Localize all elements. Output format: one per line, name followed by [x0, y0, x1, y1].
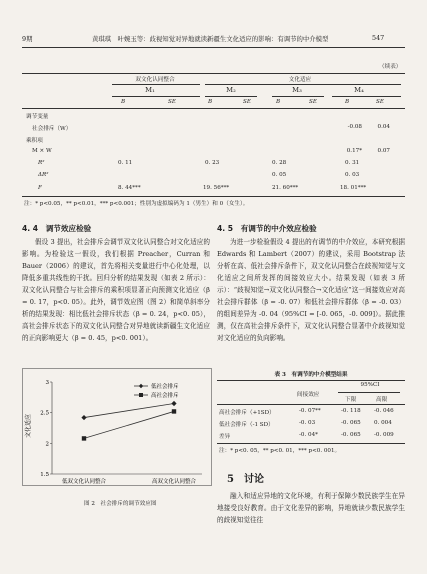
- col-b-3: B: [276, 99, 281, 105]
- table3-row-high-upper: -0. 046: [374, 408, 394, 414]
- x-tick-label: 低双文化认同整合: [61, 479, 107, 485]
- data-point-high: [82, 436, 86, 440]
- table3-col-upper: 高限: [376, 397, 388, 403]
- cell-r2-1: 0. 11: [118, 160, 133, 166]
- table-group-left-rule: [112, 84, 200, 85]
- page-number: 547: [372, 34, 385, 42]
- table3-row-low-effect: -0. 03: [299, 420, 316, 426]
- table3-header-rule: [217, 404, 405, 405]
- table3-col-lower: 下限: [345, 397, 357, 403]
- issue-number: 9期: [22, 35, 33, 43]
- cell-mxw-b4: 0.17*: [346, 148, 362, 154]
- model-2-rule: [205, 96, 257, 97]
- model-1-rule: [112, 96, 200, 97]
- y-tick-label: 3: [45, 380, 49, 386]
- cell-f-3: 21. 60***: [272, 185, 299, 191]
- model-3-header: M₃: [292, 86, 302, 94]
- chart-frame: [23, 369, 212, 486]
- y-tick-label: 2.5: [40, 410, 49, 417]
- table3-note: 注：* p<0. 05，** p<0. 01，*** p<0. 001。: [219, 448, 341, 454]
- section-4-5-paragraph: 为进一步检验假设 4 提出的有调节的中介效应，本研究根据 Edwards 和 Lambert（2007）的建议，采用 Bootstrap 法分析在高、低社会排斥条件下，双文化认同整合在歧视知觉与文化适应之间所发挥的间接效应大小。结果发现（如表 3 所示）：“歧视知觉→双文化认同整合→文化适应”这一间接效应对高社会排斥群体（β = -0. 07）和低社会排斥群体（β = -0. 03）的组间差异为 -0. 04（95%CI = [-0. 065，-0. 009]）。据此推测，仅在高社会排斥条件下，双文化认同整合显著中介歧视知觉对文化适应的负向影响。: [217, 238, 405, 342]
- cell-r2-4: 0. 31: [345, 160, 360, 166]
- col-b-1: B: [121, 99, 126, 105]
- legend-marker-high: [139, 393, 143, 397]
- col-se-2: SE: [243, 99, 251, 105]
- table3-row-diff-upper: -0. 009: [374, 432, 394, 438]
- cell-w-se4: 0.04: [377, 124, 390, 130]
- col-se-1: SE: [168, 99, 176, 105]
- table2-note: 注：* p<0.05，** p<0.01，*** p<0.001；性别为虚拟编码为 1（男生）和 0（女生）。: [24, 201, 249, 207]
- table-header-rule: [22, 108, 405, 109]
- section-4-4-heading: 4. 4 调节效应检验: [22, 224, 92, 233]
- cell-mxw-se4: 0.07: [377, 148, 390, 154]
- section-4-5-heading: 4. 5 有调节的中介效应检验: [217, 224, 317, 233]
- model-4-rule: [332, 96, 401, 97]
- table3-ci-rule: [338, 392, 400, 393]
- col-se-4: SE: [376, 99, 384, 105]
- table-bottom-rule: [22, 196, 405, 197]
- col-b-4: B: [345, 99, 350, 105]
- cell-r2-3: 0. 28: [272, 160, 287, 166]
- table3-row-low-upper: 0. 004: [374, 420, 392, 426]
- table3-row-high-label: 高社会排斥（+1SD）: [219, 410, 275, 416]
- legend-label-low: 低社会排斥: [151, 384, 179, 390]
- table3-row-diff-effect: -0. 04*: [299, 432, 318, 438]
- row-label-social-exclusion: 社会排斥（W）: [32, 126, 72, 132]
- cell-f-4: 18. 01***: [340, 185, 367, 191]
- moderation-chart: [22, 368, 212, 496]
- table-group-left: 双文化认同整合: [135, 77, 175, 83]
- cell-w-b4: -0.08: [347, 124, 362, 130]
- header-rule: [22, 47, 405, 48]
- figure-2-caption: 图 2 社会排斥的调节效应图: [84, 501, 157, 507]
- section-5-heading: 5 讨论: [227, 474, 264, 485]
- table3-col-effect: 间接效应: [297, 392, 320, 398]
- table-group-right: 文化适应: [288, 77, 312, 83]
- model-3-rule: [272, 96, 324, 97]
- x-tick-label: 高双文化认同整合: [151, 479, 197, 485]
- y-tick-label: 1.5: [40, 472, 49, 478]
- row-label-moderator: 调节变量: [26, 114, 49, 120]
- legend-label-high: 高社会排斥: [151, 393, 179, 399]
- row-label-mxw: M × W: [32, 148, 52, 154]
- model-1-header: M₁: [145, 86, 155, 94]
- table-3-title: 表 3 有调节的中介模型结果: [274, 372, 348, 378]
- row-label-delta-r2: ΔR²: [38, 172, 49, 178]
- data-point-high: [172, 409, 176, 413]
- y-axis-label: 文化适应: [25, 413, 32, 439]
- cell-dr2-4: 0. 03: [345, 172, 360, 178]
- table-continued-label: （续表）: [379, 64, 402, 70]
- table3-col-ci: 95%CI: [360, 382, 380, 388]
- cell-f-1: 8. 44***: [118, 185, 141, 191]
- table-group-right-rule: [205, 84, 401, 85]
- table3-row-low-label: 低社会排斥（-1 SD）: [219, 422, 274, 428]
- running-title: 黄琪琪 叶婉玉等：歧视知觉对异地就读新疆生文化适应的影响：有调节的中介模型: [92, 35, 329, 43]
- row-label-r2: R²: [38, 160, 45, 166]
- cell-dr2-3: 0. 05: [272, 172, 287, 178]
- row-label-interaction: 乘积项: [26, 138, 43, 144]
- table3-row-diff-label: 差异: [219, 434, 231, 440]
- col-b-2: B: [208, 99, 213, 105]
- row-label-f: F: [38, 185, 42, 191]
- section-4-4-paragraph: 假设 3 提出，社会排斥会调节双文化认同整合对文化适应的影响。为检验这一假设，我们根据 Preacher，Curran 和 Bauer（2006）的建议，首先将相关变量进行中心化处理，以降低多重共线性的干扰。回归分析的结果发现（如表 2 所示）：双文化认同整合与社会排斥的乘积项显著正向预测文化适应（β = 0. 17，p<0. 05）。此外，调节效应图（图 2）和简单斜率分析的结果发现：相比低社会排斥状态（β = 0. 24，p<0. 05），高社会排斥状态下的双文化认同整合对异地就读新疆生文化适应的正向影响更大（β = 0. 45，p<0. 001）。: [22, 238, 210, 342]
- table3-top-rule: [217, 380, 405, 381]
- table3-row-high-effect: -0. 07**: [299, 408, 321, 414]
- model-2-header: M₂: [226, 86, 236, 94]
- table-top-rule: [22, 73, 405, 74]
- y-tick-label: 2: [45, 441, 49, 448]
- cell-r2-2: 0. 23: [205, 160, 220, 166]
- table3-row-high-lower: -0. 118: [341, 408, 361, 414]
- table3-bottom-rule: [217, 443, 405, 444]
- col-se-3: SE: [309, 99, 317, 105]
- table3-row-diff-lower: -0. 065: [341, 432, 361, 438]
- cell-f-2: 19. 56***: [203, 185, 230, 191]
- model-4-header: M₄: [354, 86, 364, 94]
- section-5-paragraph: 融入和适应异地的文化环境，有利于保障少数民族学生在异地接受良好教育。由于文化差异的影响，异地就读少数民族学生的歧视知觉往往: [217, 492, 405, 524]
- table3-row-low-lower: -0. 065: [341, 420, 361, 426]
